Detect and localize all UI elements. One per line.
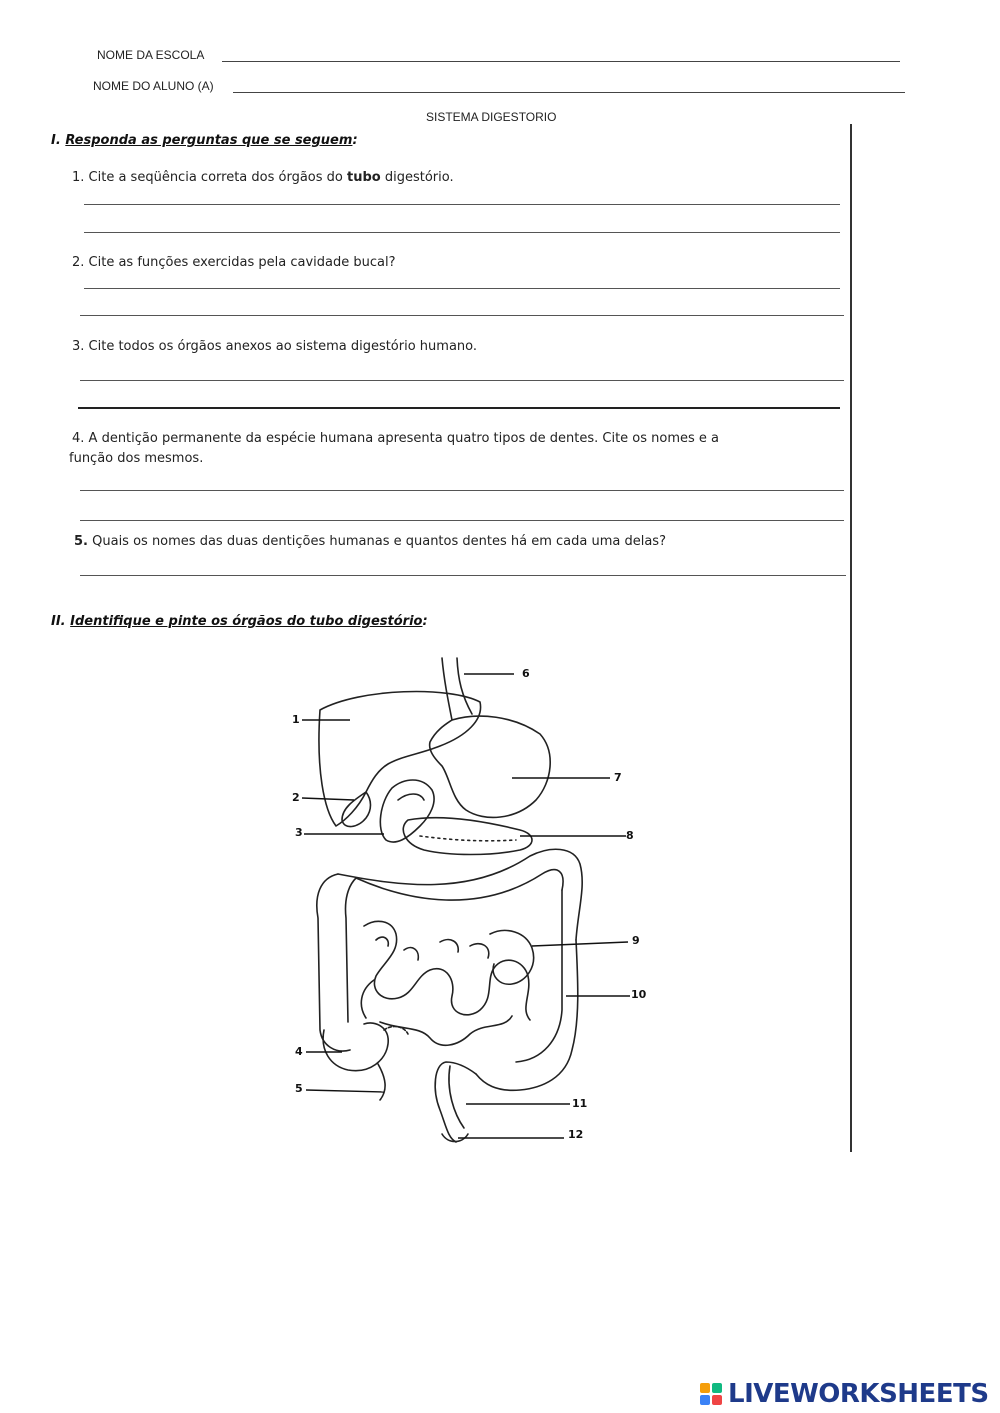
- brand-name: LIVEWORKSHEETS: [728, 1379, 989, 1409]
- transverse-colon-shape: [338, 849, 582, 940]
- ascending-colon-shape: [345, 878, 356, 1022]
- duodenum-shape: [380, 780, 434, 842]
- question-3: [72, 337, 477, 357]
- esophagus-shape: [457, 658, 472, 714]
- section-2-heading: Identifique e pinte os órgãos do tubo digestório: [70, 614, 423, 629]
- diagram-label-11: 11: [572, 1097, 588, 1110]
- question-number: 2.: [72, 255, 85, 270]
- question-text: Cite a seqüência correta dos órgãos do: [88, 170, 347, 185]
- gallbladder-shape: [342, 792, 371, 827]
- question-number: 3.: [72, 339, 85, 354]
- question-4: [72, 429, 719, 449]
- rectum-shape: [435, 1062, 476, 1142]
- small-intestine-shape: [490, 930, 534, 984]
- answer-line[interactable]: [80, 490, 844, 491]
- logo-square: [700, 1395, 710, 1405]
- logo-square: [712, 1395, 722, 1405]
- rectum-shape: [449, 1066, 464, 1128]
- question-2: [72, 253, 396, 273]
- pancreas-texture: [420, 836, 516, 841]
- school-name-field[interactable]: [222, 61, 900, 62]
- small-intestine-shape: [364, 921, 530, 1020]
- question-number: 5.: [74, 534, 88, 549]
- liveworksheets-brand[interactable]: [700, 1376, 989, 1412]
- small-intestine-shape: [361, 980, 374, 1018]
- student-name-label: NOME DO ALUNO (A): [93, 79, 214, 93]
- section-1-heading: Responda as perguntas que se seguem: [65, 133, 353, 148]
- question-text: Quais os nomes das duas dentições humanas e quantos dentes há em cada uma delas?: [92, 534, 666, 549]
- answer-line[interactable]: [80, 380, 844, 381]
- transverse-colon-shape: [356, 870, 563, 900]
- diagram-label-7: 7: [614, 771, 622, 784]
- descending-colon-shape: [516, 890, 562, 1062]
- diagram-label-6: 6: [522, 667, 530, 680]
- answer-line[interactable]: [84, 288, 840, 289]
- section-1-number: I.: [51, 133, 61, 148]
- small-intestine-shape: [376, 937, 489, 960]
- section-2-colon: :: [422, 614, 428, 629]
- section-1-colon: :: [352, 133, 358, 148]
- liver-shape: [319, 692, 481, 826]
- question-number: 1.: [72, 170, 85, 185]
- question-5: [74, 532, 666, 552]
- school-name-label: NOME DA ESCOLA: [97, 48, 205, 62]
- diagram-label-8: 8: [626, 829, 634, 842]
- margin-rule: [850, 124, 852, 1152]
- logo-square: [712, 1383, 722, 1393]
- section-1-title: [51, 133, 358, 148]
- liveworksheets-logo-icon: [700, 1383, 722, 1405]
- answer-line[interactable]: [84, 204, 840, 205]
- question-text: Cite as funções exercidas pela cavidade bucal?: [88, 255, 396, 270]
- digestive-system-diagram: [280, 650, 660, 1150]
- answer-line[interactable]: [78, 407, 840, 409]
- question-text: digestório.: [380, 170, 454, 185]
- ascending-colon-shape: [317, 874, 350, 1051]
- question-4-continued: função dos mesmos.: [69, 451, 204, 466]
- page-title: SISTEMA DIGESTORIO: [426, 110, 557, 124]
- answer-line[interactable]: [80, 520, 844, 521]
- question-text-bold: tubo: [347, 170, 381, 185]
- diagram-label-1: 1: [292, 713, 300, 726]
- question-number: 4.: [72, 431, 85, 446]
- diagram-label-3: 3: [295, 826, 303, 839]
- diagram-label-10: 10: [631, 988, 647, 1001]
- diagram-label-5: 5: [295, 1082, 303, 1095]
- small-intestine-shape: [380, 1016, 512, 1045]
- answer-line[interactable]: [84, 232, 840, 233]
- answer-line[interactable]: [80, 575, 846, 576]
- question-text: Cite todos os órgãos anexos ao sistema digestório humano.: [88, 339, 478, 354]
- answer-line[interactable]: [80, 315, 844, 316]
- student-name-field[interactable]: [233, 92, 905, 93]
- diagram-label-2: 2: [292, 791, 300, 804]
- diagram-label-4: 4: [295, 1045, 303, 1058]
- section-2-number: II.: [51, 614, 66, 629]
- diagram-label-12: 12: [568, 1128, 584, 1141]
- question-1: [72, 168, 454, 188]
- appendix-shape: [378, 1064, 385, 1100]
- esophagus-shape: [442, 658, 452, 720]
- question-text: A dentição permanente da espécie humana apresenta quatro tipos de dentes. Cite os nomes e a: [88, 431, 720, 446]
- stomach-shape: [430, 716, 551, 817]
- diagram-label-9: 9: [632, 934, 640, 947]
- duodenum-shape: [398, 794, 424, 800]
- section-2-title: [51, 614, 428, 629]
- logo-square: [700, 1383, 710, 1393]
